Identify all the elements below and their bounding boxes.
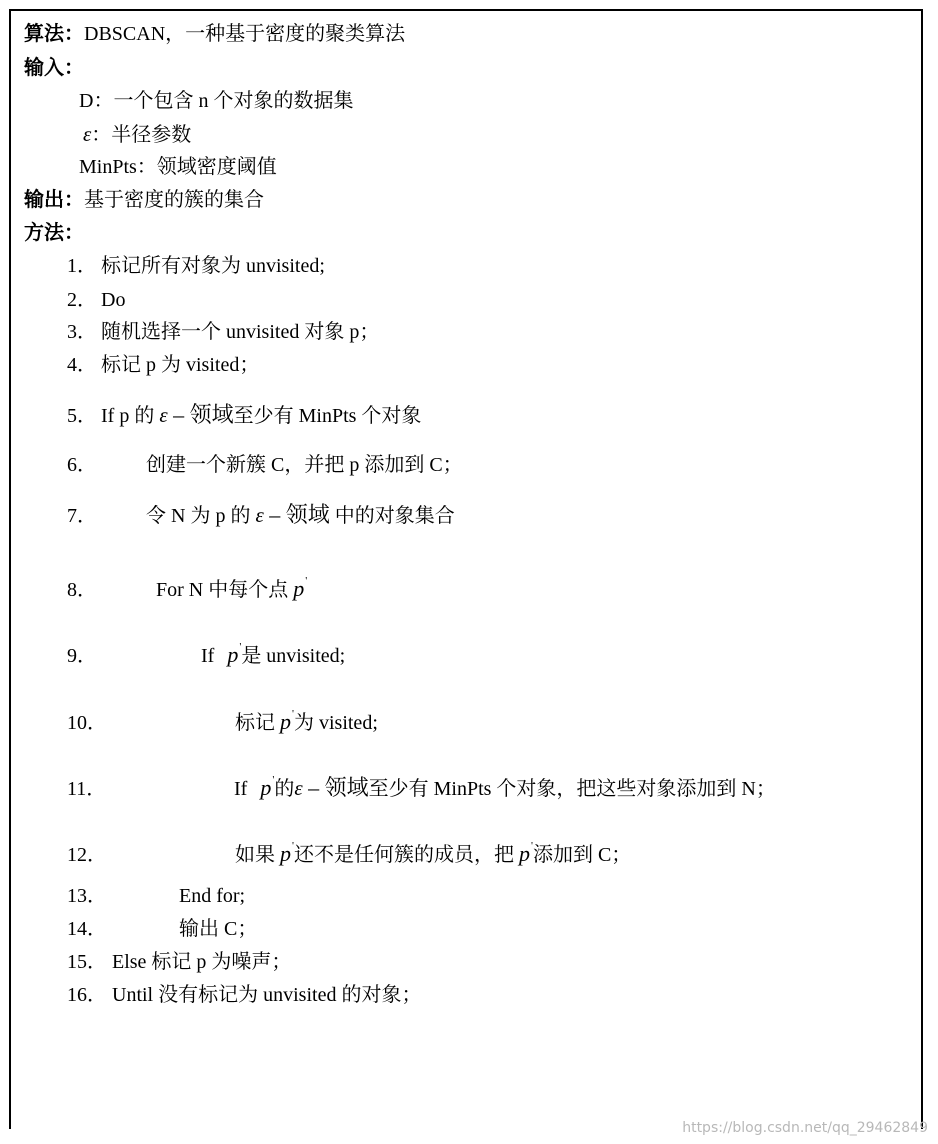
step-text-mid: 的 (274, 778, 295, 800)
step-text: 标记所有对象为 unvisited; (101, 255, 325, 277)
input-eps-text: ：半径参数 (91, 124, 192, 146)
step-16 (67, 983, 421, 1007)
neighborhood-term: – 领域 (263, 502, 330, 527)
step-text-tail: 为 visited; (293, 712, 378, 734)
step-text-tail: 是 unvisited; (241, 645, 346, 667)
step-number: 6． (67, 454, 97, 476)
step-text-tail: 至少有 MinPts 个对象，把这些对象添加到 N； (368, 778, 776, 800)
p-prime: p' (227, 641, 242, 667)
input-label: 输入： (24, 57, 84, 79)
step-number: 16． (67, 984, 107, 1006)
step-5 (67, 403, 421, 428)
epsilon-symbol: ε (294, 776, 303, 800)
step-4 (67, 353, 259, 377)
epsilon-symbol: ε (83, 122, 92, 146)
step-number: 15． (67, 951, 107, 973)
step-number: 7． (67, 505, 97, 527)
p-prime: p' (518, 840, 533, 866)
step-text: If (201, 645, 215, 667)
step-text: 随机选择一个 unvisited 对象 p； (101, 321, 380, 343)
step-text: Else 标记 p 为噪声； (112, 951, 292, 973)
p-prime: p' (260, 774, 275, 800)
output-label: 输出： (24, 189, 84, 211)
step-number: 4． (67, 354, 97, 376)
step-13 (67, 884, 245, 908)
input-dataset: D：一个包含 n 个对象的数据集 (79, 90, 354, 112)
step-number: 2． (67, 289, 97, 311)
step-number: 1． (67, 255, 97, 277)
step-text: 输出 C； (179, 918, 258, 940)
step-text: End for; (179, 885, 246, 907)
step-text: Do (101, 289, 126, 311)
step-text-tail: 添加到 C； (532, 844, 632, 866)
step-12 (67, 834, 631, 867)
neighborhood-term: – 领域 (167, 402, 234, 427)
step-6 (67, 453, 463, 477)
step-text-tail: 中的对象集合 (329, 505, 455, 527)
method-label: 方法： (24, 222, 84, 244)
step-text: If p 的 (101, 405, 155, 427)
p-prime: p' (293, 575, 308, 601)
neighborhood-term: – 领域 (302, 775, 369, 800)
p-prime: p' (280, 708, 294, 734)
step-text: 令 N 为 p 的 (146, 505, 251, 527)
step-number: 12． (67, 844, 107, 866)
step-number: 8． (67, 579, 97, 601)
step-9 (67, 635, 345, 668)
input-minpts: MinPts：领域密度阈值 (79, 156, 277, 178)
step-text: For N 中每个点 (156, 579, 289, 601)
step-number: 11． (67, 778, 107, 800)
step-number: 10． (67, 712, 107, 734)
step-8 (67, 569, 307, 602)
output-text: 基于密度的簇的集合 (84, 189, 264, 211)
algorithm-label: 算法： (24, 23, 84, 45)
step-text-tail: 至少有 MinPts 个对象 (233, 405, 422, 427)
watermark: https://blog.csdn.net/qq_29462849 (682, 1120, 928, 1136)
step-text: 标记 (235, 712, 275, 734)
step-text: 如果 (235, 844, 275, 866)
step-number: 3． (67, 321, 97, 343)
step-1 (67, 254, 325, 278)
step-10 (67, 702, 378, 735)
step-number: 5． (67, 405, 97, 427)
step-7 (67, 503, 455, 528)
step-number: 9． (67, 645, 97, 667)
step-15 (67, 950, 291, 974)
step-11 (67, 768, 776, 801)
step-text-mid: 还不是任何簇的成员，把 (293, 844, 514, 866)
step-number: 13． (67, 885, 107, 907)
p-prime: p' (280, 840, 294, 866)
epsilon-symbol: ε (159, 403, 168, 427)
output-line (24, 188, 264, 212)
epsilon-symbol: ε (255, 503, 264, 527)
step-2 (67, 288, 125, 312)
step-text: If (234, 778, 248, 800)
step-3 (67, 320, 379, 344)
algorithm-name: DBSCAN，一种基于密度的聚类算法 (84, 23, 406, 45)
step-14 (67, 917, 257, 941)
step-number: 14． (67, 918, 107, 940)
step-text: 标记 p 为 visited； (101, 354, 260, 376)
step-text: Until 没有标记为 unvisited 的对象； (112, 984, 422, 1006)
algorithm-title-line (24, 22, 405, 46)
input-eps-line (83, 122, 191, 147)
step-text: 创建一个新簇 C，并把 p 添加到 C； (146, 454, 463, 476)
